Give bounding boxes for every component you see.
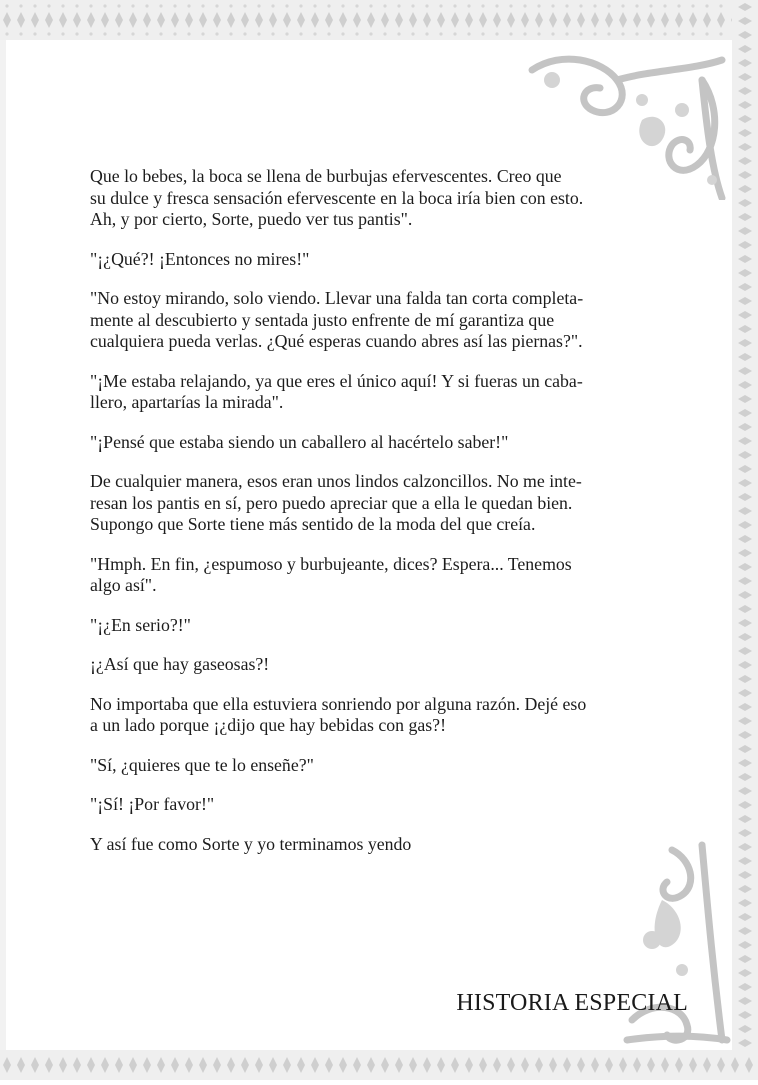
paragraph: "¡Sí! ¡Por favor!" bbox=[90, 794, 215, 814]
story-text bbox=[90, 166, 690, 873]
paragraph: "¡¿Qué?! ¡Entonces no mires!" bbox=[90, 248, 310, 269]
paragraph: Y así fue como Sorte y yo terminamos yendo bbox=[90, 833, 412, 854]
paragraph: "Sí, ¿quieres que te lo enseñe?" bbox=[90, 754, 314, 775]
paragraph: "¡¿En serio?!" bbox=[90, 614, 191, 635]
paragraph: "No estoy mirando, solo viendo. Llevar una falda tan corta completa- mente al descubierto y sentada justo enfrente de mí garantiza que cualquiera pueda verlas. ¿Qué esperas cuando abres así las piernas?". bbox=[90, 288, 584, 351]
paragraph: Que lo bebes, la boca se llena de burbujas efervescentes. Creo que su dulce y fresca sensación efervescente en la boca iría bien con esto. Ah, y por cierto, Sorte, puedo ver tus pantis". bbox=[90, 166, 584, 229]
paragraph: "¡Pensé que estaba siendo un caballero al hacértelo saber!" bbox=[90, 431, 509, 452]
top-border-pattern bbox=[0, 0, 758, 40]
section-title: HISTORIA ESPECIAL bbox=[456, 990, 688, 1016]
border-pattern-icon bbox=[0, 1050, 758, 1080]
paragraph: "¡Me estaba relajando, ya que eres el único aquí! Y si fueras un caba- llero, apartarías la mirada". bbox=[90, 370, 583, 412]
paragraph: De cualquier manera, esos eran unos lindos calzoncillos. No me inte- resan los pantis en sí, pero puedo apreciar que a ella le quedan bien. Supongo que Sorte tiene más sentido de la moda del que creía. bbox=[90, 471, 582, 534]
paragraph: "Hmph. En fin, ¿espumoso y burbujeante, dices? Espera... Tenemos algo así". bbox=[90, 553, 572, 595]
border-pattern-icon bbox=[0, 0, 758, 40]
right-border-pattern bbox=[732, 0, 758, 1080]
left-border-strip bbox=[0, 40, 6, 1050]
border-pattern-icon bbox=[732, 0, 758, 1080]
paragraph: ¡¿Así que hay gaseosas?! bbox=[90, 654, 270, 674]
paragraph: No importaba que ella estuviera sonriendo por alguna razón. Dejé eso a un lado porque ¡¿dijo que hay bebidas con gas?! bbox=[90, 693, 587, 735]
bottom-border-pattern bbox=[0, 1050, 758, 1080]
